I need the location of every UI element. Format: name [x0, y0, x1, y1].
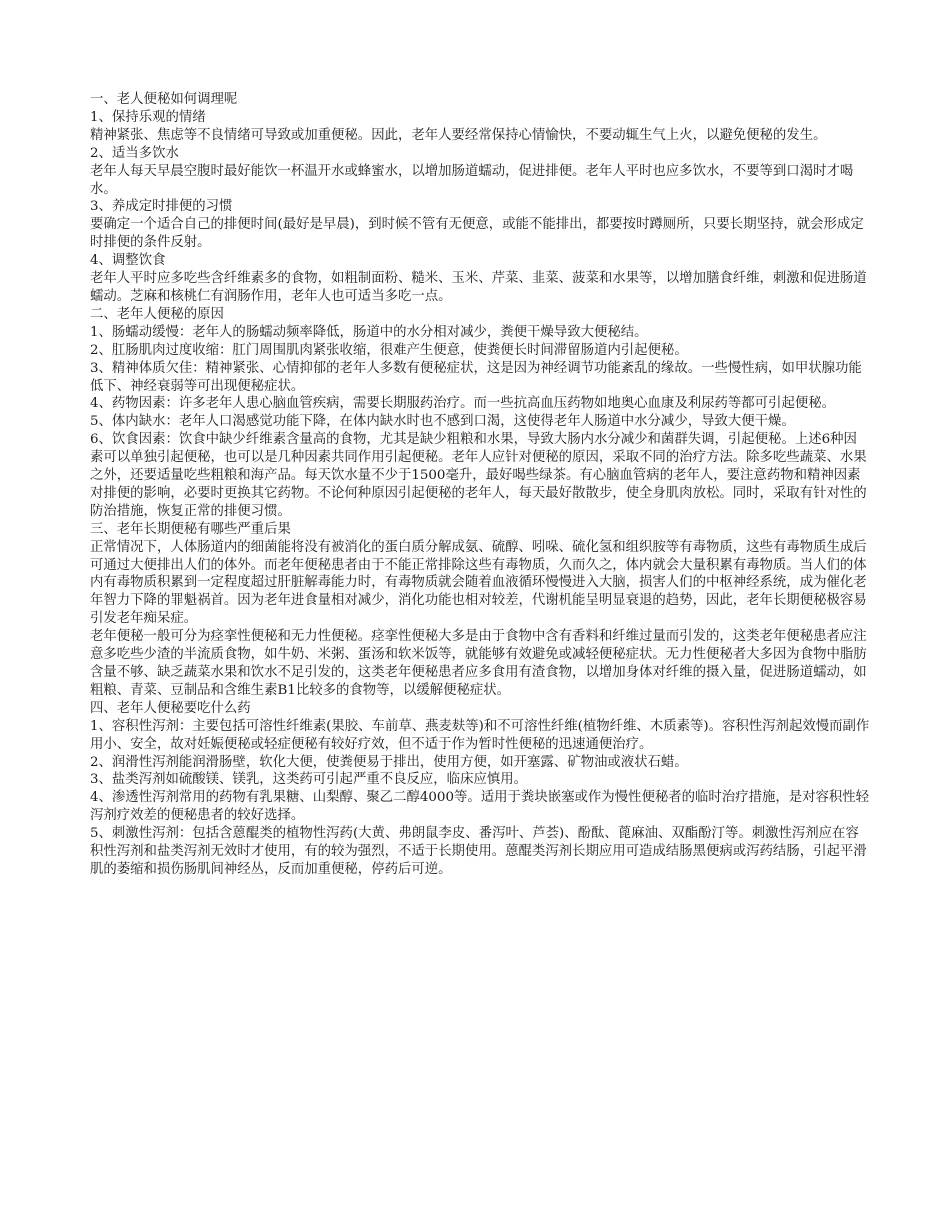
subheading-1-2: 2、适当多饮水	[90, 145, 179, 161]
paragraph: 老年人每天早晨空腹时最好能饮一杯温开水或蜂蜜水，以增加肠道蠕动，促进排便。老年人平时也应多饮水，不要等到口渴时才喝水。	[90, 163, 854, 197]
section-heading-1: 一、老人便秘如何调理呢	[90, 92, 238, 107]
subheading-1-4: 4、调整饮食	[90, 253, 166, 269]
paragraph: 老年人平时应多吃些含纤维素多的食物，如粗制面粉、糙米、玉米、芹菜、韭菜、菠菜和水果等，以增加膳食纤维，刺激和促进肠道蠕动。芝麻和核桃仁有润肠作用，老年人也可适当多吃一点。	[90, 271, 867, 304]
paragraph: 3、精神体质欠佳：精神紧张、心情抑郁的老年人多数有便秘症状，这是因为神经调节功能紊乱的缘故。一些慢性病，如甲状腺功能低下、神经衰弱等可出现便秘症状。	[90, 360, 862, 394]
section-heading-2: 二、老年人便秘的原因	[90, 306, 224, 322]
paragraph: 精神紧张、焦虑等不良情绪可导致或加重便秘。因此，老年人要经常保持心情愉快，不要动辄生气上火，以避免便秘的发生。	[90, 127, 827, 143]
paragraph: 正常情况下，人体肠道内的细菌能将没有被消化的蛋白质分解成氨、硫醇、吲哚、硫化氢和组织胺等有毒物质，这些有毒物质生成后可通过大便排出人们的体外。而老年便秘患者由于不能正常排除这些有毒物质，久而久之，体内就会大量积累有毒物质。当人们的体内有毒物质积累到一定程度超过肝脏解毒能力时，有毒物质就会随着血液循环慢慢进入大脑，损害人们的中枢神经系统，成为催化老年智力下降的罪魁祸首。因为老年进食量相对减少，消化功能也相对较差，代谢机能呈明显衰退的趋势，因此，老年长期便秘极容易引发老年痴呆症。	[90, 539, 867, 627]
section-heading-3: 三、老年长期便秘有哪些严重后果	[90, 521, 291, 537]
paragraph: 1、容积性泻剂：主要包括可溶性纤维素(果胶、车前草、燕麦麸等)和不可溶性纤维(植物纤维、木质素等)。容积性泻剂起效慢而副作用小、安全，故对妊娠便秘或轻症便秘有较好疗效，但不适于作为暂时性便秘的迅速通便治疗。	[90, 718, 870, 752]
subheading-1-1: 1、保持乐观的情绪	[90, 109, 206, 125]
paragraph: 5、体内缺水：老年人口渴感觉功能下降，在体内缺水时也不感到口渴，这使得老年人肠道中水分减少，导致大便干燥。	[90, 414, 795, 430]
paragraph: 1、肠蠕动缓慢：老年人的肠蠕动频率降低，肠道中的水分相对减少，粪便干燥导致大便秘结。	[90, 324, 648, 340]
paragraph: 3、盐类泻剂如硫酸镁、镁乳，这类药可引起严重不良反应，临床应慎用。	[90, 772, 528, 788]
section-heading-4: 四、老年人便秘要吃什么药	[90, 700, 251, 716]
paragraph: 5、刺激性泻剂：包括含蒽醌类的植物性泻药(大黄、弗朗鼠李皮、番泻叶、芦荟)、酚酞、蓖麻油、双酯酚汀等。刺激性泻剂应在容积性泻剂和盐类泻剂无效时才使用，有的较为强烈，不适于长期使用。蒽醌类泻剂长期应用可造成结肠黑便病或泻药结肠，引起平滑肌的萎缩和损伤肠肌间神经丛，反而加重便秘，停药后可逆。	[90, 826, 867, 877]
paragraph: 4、渗透性泻剂常用的药物有乳果糖、山梨醇、聚乙二醇4000等。适用于粪块嵌塞或作为慢性便秘者的临时治疗措施，是对容积性轻泻剂疗效差的便秘患者的较好选择。	[90, 790, 870, 824]
paragraph: 6、饮食因素：饮食中缺少纤维素含量高的食物，尤其是缺少粗粮和水果，导致大肠内水分减少和菌群失调，引起便秘。上述6种因素可以单独引起便秘，也可以是几种因素共同作用引起便秘。老年人应针对便秘的原因，采取不同的治疗方法。除多吃些蔬菜、水果之外，还要适量吃些粗粮和海产品。每天饮水量不少于1500毫升，最好喝些绿茶。有心脑血管病的老年人，要注意药物和精神因素对排便的影响，必要时更换其它药物。不论何种原因引起便秘的老年人，每天最好散散步，使全身肌肉放松。同时，采取有针对性的防治措施，恢复正常的排便习惯。	[90, 432, 867, 519]
paragraph: 2、肛肠肌肉过度收缩：肛门周围肌肉紧张收缩，很难产生便意，使粪便长时间滞留肠道内引起便秘。	[90, 342, 688, 358]
paragraph: 2、润滑性泻剂能润滑肠壁，软化大便，使粪便易于排出，使用方便，如开塞露、矿物油或液状石蜡。	[90, 754, 688, 770]
subheading-1-3: 3、养成定时排便的习惯	[90, 199, 233, 215]
paragraph: 老年便秘一般可分为痉挛性便秘和无力性便秘。痉挛性便秘大多是由于食物中含有香料和纤维过量而引发的，这类老年便秘患者应注意多吃些少渣的半流质食物，如牛奶、米粥、蛋汤和软米饭等，就能够有效避免或减轻便秘症状。无力性便秘者大多因为食物中脂肪含量不够、缺乏蔬菜水果和饮水不足引发的，这类老年便秘患者应多食用有渣食物，以增加身体对纤维的摄入量，促进肠道蠕动，如粗粮、青菜、豆制品和含维生素B1比较多的食物等，以缓解便秘症状。	[90, 629, 867, 698]
document-page	[90, 91, 870, 879]
paragraph: 4、药物因素：许多老年人患心脑血管疾病，需要长期服药治疗。而一些抗高血压药物如地奥心血康及利尿药等都可引起便秘。	[90, 396, 835, 412]
paragraph: 要确定一个适合自己的排便时间(最好是早晨)，到时候不管有无便意，或能不能排出，都要按时蹲厕所，只要长期坚持，就会形成定时排便的条件反射。	[90, 217, 864, 251]
